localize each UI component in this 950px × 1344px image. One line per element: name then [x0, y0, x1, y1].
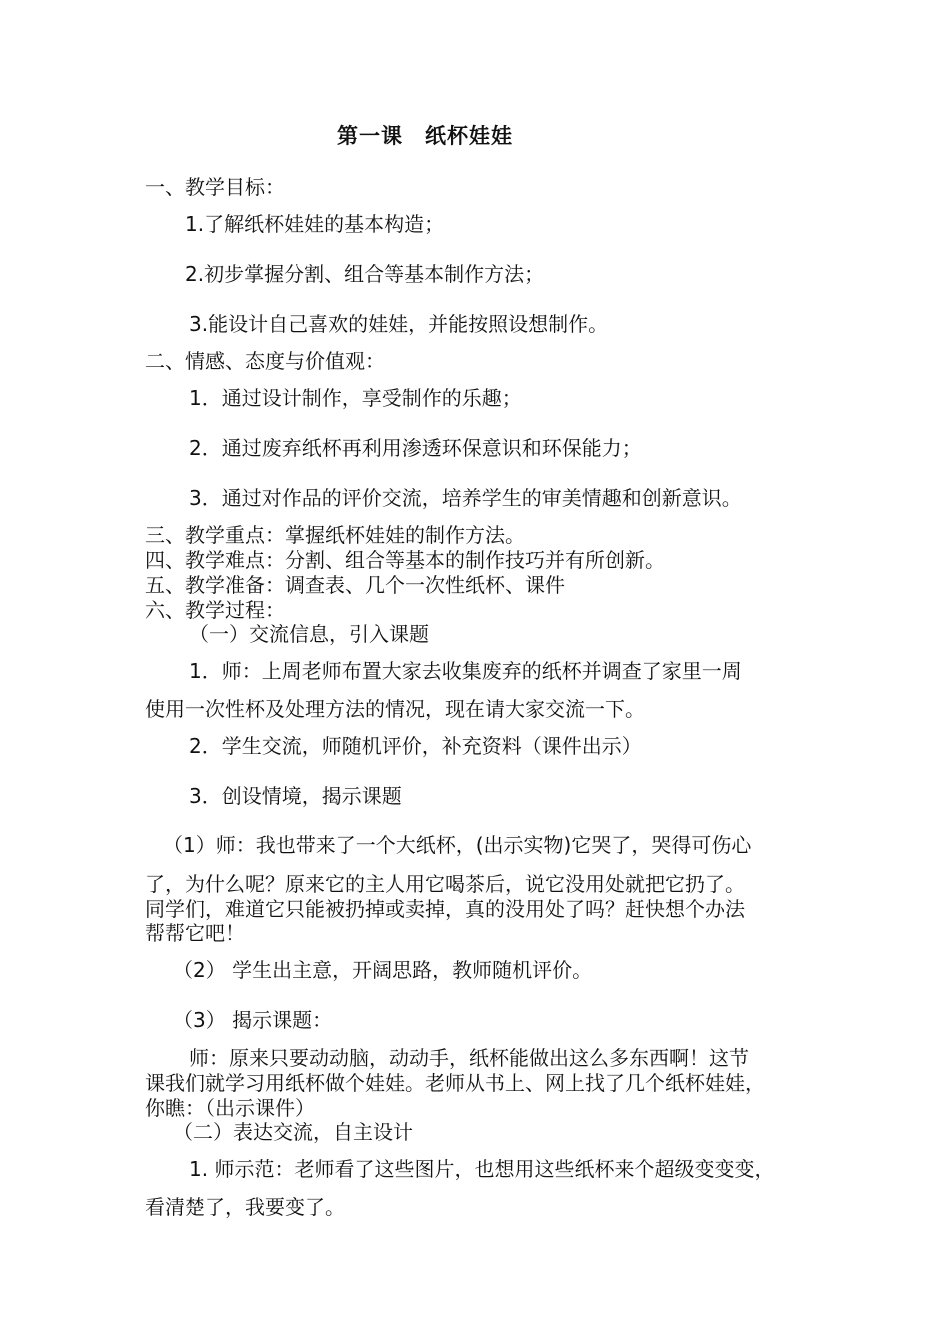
goal-item-1: 1.了解纸杯娃娃的基本构造；	[185, 212, 445, 236]
paragraph-4-line-1: 师：原来只要动动脑，动动手，纸杯能做出这么多东西啊！这节	[189, 1046, 749, 1070]
subsection-heading-2: （二）表达交流，自主设计	[173, 1120, 413, 1144]
paragraph-5-line-2: 看清楚了，我要变了。	[145, 1195, 345, 1219]
section-difficulty: 四、教学难点：分割、组合等基本的制作技巧并有所创新。	[145, 548, 665, 572]
process-step-2: 2．学生交流，师随机评价，补充资料（课件出示）	[189, 734, 642, 758]
values-item-3: 3．通过对作品的评价交流，培养学生的审美情趣和创新意识。	[189, 486, 742, 510]
paragraph-1-line-2: 了，为什么呢？原来它的主人用它喝茶后，说它没用处就把它扔了。	[145, 872, 745, 896]
paragraph-5-line-1: 1. 师示范：老师看了这些图片，也想用这些纸杯来个超级变变变，	[189, 1157, 775, 1181]
values-item-1: 1．通过设计制作，享受制作的乐趣；	[189, 386, 522, 410]
paragraph-2: （2） 学生出主意，开阔思路，教师随机评价。	[173, 958, 593, 982]
section-heading-teaching-goals: 一、教学目标：	[145, 175, 285, 199]
process-step-1-line-1: 1．师：上周老师布置大家去收集废弃的纸杯并调查了家里一周	[189, 659, 742, 683]
paragraph-1-line-1: （1）师：我也带来了一个大纸杯，(出示实物)它哭了，哭得可伤心	[163, 833, 752, 857]
goal-item-3: 3.能设计自己喜欢的娃娃，并能按照设想制作。	[189, 312, 609, 336]
section-preparation: 五、教学准备：调查表、几个一次性纸杯、课件	[145, 573, 565, 597]
paragraph-4-line-2: 课我们就学习用纸杯做个娃娃。老师从书上、网上找了几个纸杯娃娃，	[145, 1071, 765, 1095]
subsection-heading-1: （一）交流信息，引入课题	[189, 622, 429, 646]
paragraph-3: （3） 揭示课题：	[173, 1008, 333, 1032]
values-item-2: 2．通过废弃纸杯再利用渗透环保意识和环保能力；	[189, 436, 642, 460]
goal-item-2: 2.初步掌握分割、组合等基本制作方法；	[185, 262, 545, 286]
process-step-1-line-2: 使用一次性杯及处理方法的情况，现在请大家交流一下。	[145, 697, 645, 721]
section-key-point: 三、教学重点：掌握纸杯娃娃的制作方法。	[145, 523, 525, 547]
process-step-3: 3．创设情境，揭示课题	[189, 784, 402, 808]
paragraph-1-line-3: 同学们，难道它只能被扔掉或卖掉，真的没用处了吗？赶快想个办法	[145, 897, 745, 921]
paragraph-4-line-3: 你瞧：（出示课件）	[145, 1096, 315, 1120]
section-heading-process: 六、教学过程：	[145, 598, 285, 622]
document-title: 第一课 纸杯娃娃	[337, 124, 513, 148]
section-heading-values: 二、情感、态度与价值观：	[145, 349, 385, 373]
paragraph-1-line-4: 帮帮它吧！	[145, 921, 245, 945]
